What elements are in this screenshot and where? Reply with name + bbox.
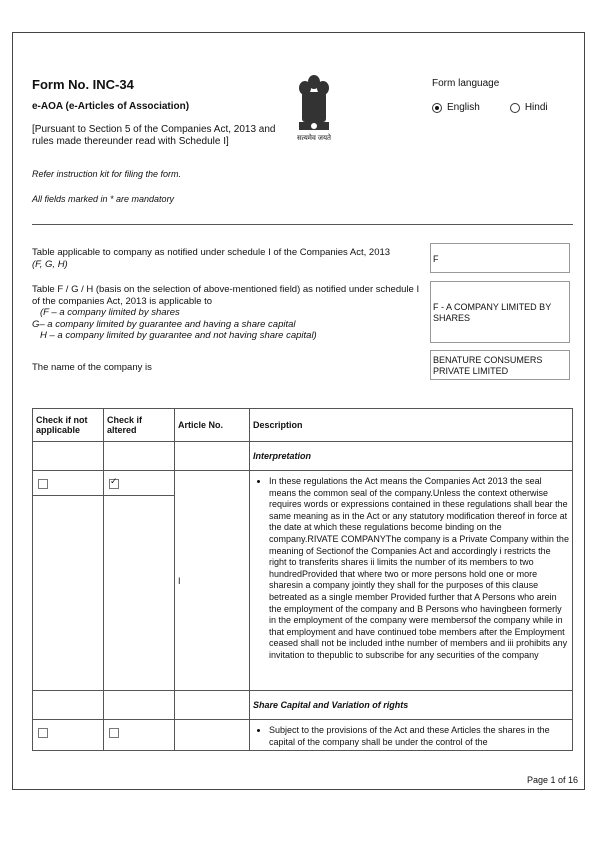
article-description[interactable]: • In these regulations the Act means the Companies Act 2013 the seal means the common seal of the company.Unless the context otherwise requires words or expressions contained in these regulations shall bear the same meaning as in the Act or any statutory modification thereof in force at the date at which these regulations become binding on the company.RIVATE COMPANYThe company is a Private Company within the meaning of Sectionof the Companies Act and accordingly i restricts the right to transferits shares ii limits the number of its members to two hundredProvided that where two or more persons hold one or more sharesin a company jointly they shall for the purposes of this clause betreated as a single member Provided further that A Persons who arein the employment of the company and B Persons who havingbeen formerly in the employment of the company were membersof the company while in that employment and have continued tobe members after the Employment ceased shall not be included inthe number of members and iii prohibits any invitation to thepublic to subscribe for any securities of the company bbox=[269, 476, 569, 662]
altered-checkbox[interactable] bbox=[109, 479, 119, 489]
col-description: Description bbox=[250, 409, 573, 442]
table-fgh-label: Table F / G / H (basis on the selection of above-mentioned field) as notified under schedule I of the companies Act, 2013 is applicable to bbox=[32, 284, 420, 307]
section-header-row bbox=[33, 442, 573, 471]
section-title: Interpretation bbox=[250, 442, 573, 471]
table-fgh-question bbox=[32, 284, 422, 342]
form-name: e-AOA (e-Articles of Association) bbox=[32, 101, 190, 112]
option-g: G– a company limited by guarantee and having a share capital bbox=[32, 318, 296, 330]
article-number: I bbox=[175, 471, 250, 691]
instruction-note: Refer instruction kit for filing the form. bbox=[32, 169, 182, 179]
not-applicable-checkbox[interactable] bbox=[38, 479, 48, 489]
table-applicable-question bbox=[32, 247, 422, 270]
divider bbox=[32, 224, 573, 225]
emblem-caption: सत्यमेव जयते bbox=[296, 135, 332, 142]
article-row bbox=[33, 471, 573, 496]
table-fgh-field[interactable]: F - A COMPANY LIMITED BY SHARES bbox=[430, 281, 570, 343]
english-radio[interactable] bbox=[432, 103, 442, 113]
table-applicable-field[interactable]: F bbox=[430, 243, 570, 273]
pursuant-text: [Pursuant to Section 5 of the Companies Act, 2013 and rules made thereunder read with Schedule I] bbox=[32, 124, 276, 147]
table-applicable-label: Table applicable to company as notified under schedule I of the Companies Act, 2013 bbox=[32, 247, 391, 258]
section-title: Share Capital and Variation of rights bbox=[250, 691, 573, 720]
article-row bbox=[33, 720, 573, 751]
col-altered: Check if altered bbox=[104, 409, 175, 442]
articles-table bbox=[32, 408, 573, 751]
table-applicable-hint: (F, G, H) bbox=[32, 258, 68, 270]
language-selector bbox=[432, 102, 548, 113]
col-not-applicable: Check if not applicable bbox=[33, 409, 104, 442]
mandatory-note: All fields marked in * are mandatory bbox=[32, 194, 175, 204]
altered-checkbox[interactable] bbox=[109, 728, 119, 738]
hindi-label: Hindi bbox=[524, 102, 548, 113]
article-number bbox=[175, 720, 250, 751]
col-article-no: Article No. bbox=[175, 409, 250, 442]
article-description[interactable]: • Subject to the provisions of the Act and these Articles the shares in the capital of the company shall be under the control of the bbox=[269, 725, 569, 748]
hindi-radio[interactable] bbox=[510, 103, 520, 113]
company-name-field[interactable]: BENATURE CONSUMERS PRIVATE LIMITED bbox=[430, 350, 570, 380]
section-header-row bbox=[33, 691, 573, 720]
not-applicable-checkbox[interactable] bbox=[38, 728, 48, 738]
page-number: Page 1 of 16 bbox=[526, 775, 578, 785]
option-f: (F – a company limited by shares bbox=[40, 307, 180, 318]
company-name-label: The name of the company is bbox=[32, 362, 152, 373]
table-header-row bbox=[33, 409, 573, 442]
form-language-label: Form language bbox=[432, 78, 500, 89]
option-h: H – a company limited by guarantee and not having share capital) bbox=[40, 330, 317, 341]
english-label: English bbox=[447, 102, 480, 113]
form-number: Form No. INC-34 bbox=[32, 77, 134, 92]
